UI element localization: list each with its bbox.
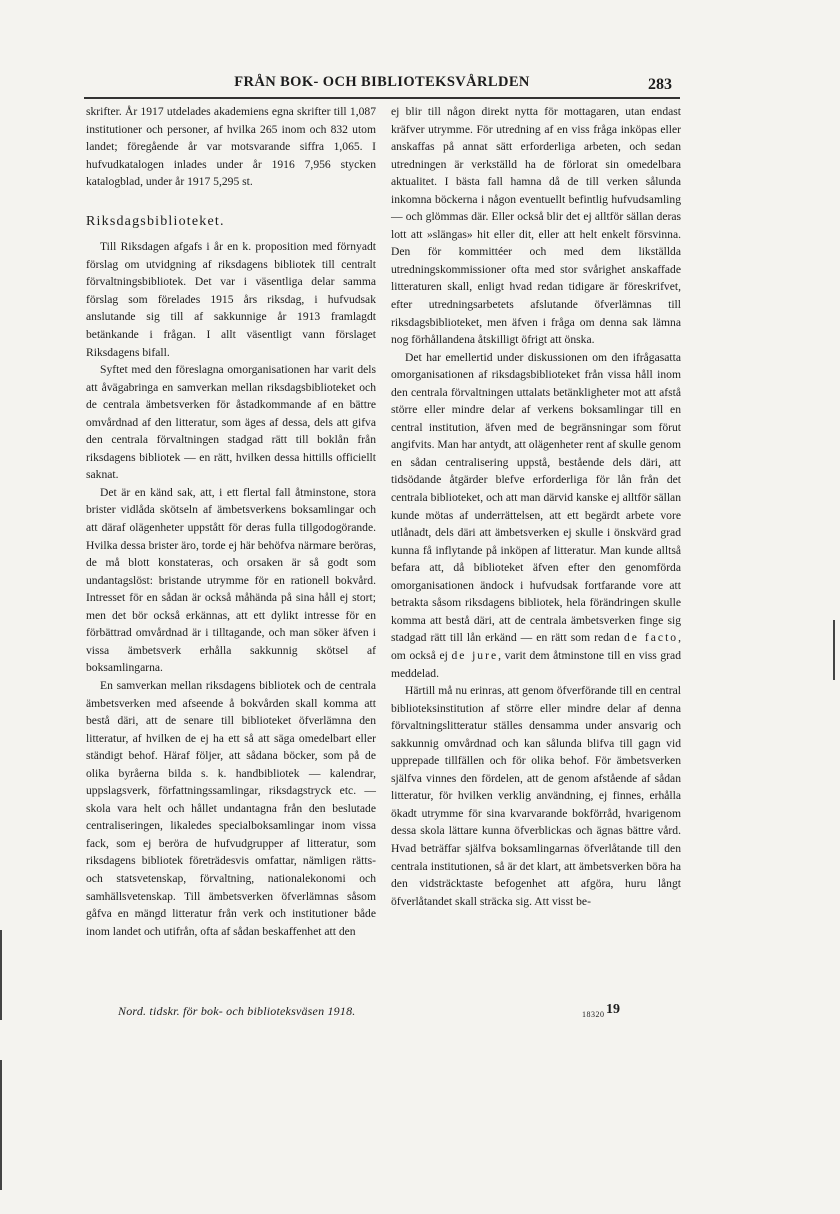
latin-term: de jure xyxy=(451,648,499,662)
signature-mark: 19 xyxy=(606,1002,620,1017)
running-head: FRÅN BOK- OCH BIBLIOTEKSVÅRLDEN xyxy=(234,74,530,90)
paragraph: Det är en känd sak, att, i ett flertal fall åtminstone, stora brister vidlåda skötseln af ämbetsverkens boksamlingar och att däraf olägenheter uppstått för deras fulla tillgodogörande. Hvilka dessa brister äro, torde ej här behöfva närmare beröras, de må blott konstateras, och orsaken är så godt som undantagslöst: bristande utrymme för en rationell bokvård. Intresset för en sådan är också måhända på sina håll ej stort; men det bör också erkännas, att ett dylikt intresse för en förbättrad omvårdnad är i tilltagande, och man söker äfven i vissa ämbetsverk erhålla sakkunnig skötsel af boksamlingarna. xyxy=(86,485,376,675)
journal-footer: Nord. tidskr. för bok- och biblioteksväsen 1918. xyxy=(118,1004,356,1018)
scan-edge-mark xyxy=(0,1060,2,1190)
paragraph: Syftet med den föreslagna omorganisationen har varit dels att åvägabringa en samverkan mellan riksdagsbiblioteket och de centrala ämbetsverken för åstadkommande af en bättre omvårdnad af den litteratur, som äges af dessa, dels att gifva den centrala förvaltningen stadgad rätt till boklån från riksdagens bibliotek — en rätt, hvilken dessa hittills officiellt saknat. xyxy=(86,363,376,482)
paragraph: Härtill må nu erinras, att genom öfverförande till en central biblioteksinstitution af större eller mindre delar af denna förvaltningslitteratur ställes densamma under ansvarig och sakkunnig omvårdnad och kan sålunda blifva till gagn vid upprepade tillfällen och för olika behof. För ämbetsverken själfva vinnes den fördelen, att de genom afstående af sådan litteratur, för hvilken verklig användning, ej finnes, erhålla ökadt utrymme för sina kvarvarande bokförråd, hvarigenom dessa skola lättare kunna öfverblickas och ägnas bättre vård. Hvad beträffar själfva boksamlingarnas öfverlåtande till den centrala institutionen, så är det klart, att ämbetsverken böra ha den vidsträcktaste befogenhet att afgöra, huru långt öfverlåtandet skall sträcka sig. Att visst be- xyxy=(391,684,681,908)
scan-edge-mark xyxy=(0,930,2,1020)
paragraph: Till Riksdagen afgafs i år en k. proposition med förnyadt förslag om utvidgning af riksdagens bibliotek till centralt förvaltningsbibliotek. Det var i väsentliga delar samma förslag som förelades 1915 års riksdag, i hufvudsak anslutande sig till af sakkunnige år 1913 framlagdt betänkande i frågan. I allt väsentligt vann förslaget Riksdagens bifall. xyxy=(86,240,376,359)
paragraph-text: Det har emellertid under diskussionen om den ifrågasatta omorganisationen af riksdagsbiblioteket från vissa håll inom den centrala förvaltningen uttalats betänkligheter mot att afstå större eller mindre delar af verkens boksamlingar till en central institution, äfven med de begränsningar som förut angifvits. Man har antydt, att olägenheter rent af skulle genom en sådan centralisering uppstå, bestående dels däri, att tidsödande åtgärder blefve erforderliga för lån från det centrala biblioteket, och att man därvid kanske ej alltför sällan kunde mötas af underrättelsen, att ett begärdt arbete vore utlånadt, dels däri att ämbetsverken ej skulle i önskvärd grad kunna få inflytande på inköpen af litteratur. Man kunde alltså befara att, då biblioteket äfven efter den genomförda omorganisationen ändock i hufvudsak fortfarande vore att betrakta såsom riksdagens bibliotek, hela förändringen skulle komma att bestå däri, att de centrala ämbetsverken finge sig stadgad rätt till lån erkänd — en rätt som redan xyxy=(391,350,681,645)
paragraph: ej blir till någon direkt nytta för mottagaren, utan endast kräfver utrymme. För utredning af en viss fråga inköpas eller anskaffas på annat sätt erforderliga arbeten, och sedan utredningen är verkställd ha de förlorat sin omedelbara aktualitet. I bästa fall hamna då de till verken sålunda inkomna böckerna i någon eventuellt befintlig hufvudsamling — och glömmas där. Eller också blir det ej alltför sällan deras lott att »slängas» hit eller dit, eller att helt enkelt försvinna. Den för kommittéer och med dem likställda utredningskommissioner ofta med stor svårighet anskaffade litteraturen skall, enligt hvad redan tidigare är föreskrifvet, efter utredningsarbetets afslutande öfverlämnas till riksdagsbiblioteket, men äfven i fråga om denna sak lämna nog förhållandena åtskilligt öfrigt att önska. xyxy=(391,105,681,347)
section-heading: Riksdagsbiblioteket. xyxy=(86,213,225,229)
paragraph: En samverkan mellan riksdagens bibliotek och de centrala ämbetsverken med afseende å bokvården skall komma att bestå däri, att de senare till biblioteket öfverlämna den litteratur, af hvilken de ej ha ett så att säga omedelbart eller ständigt behof. Häraf följer, att sådana böcker, som på de olika byråerna bilda s. k. handbibliotek — kalendrar, uppslagsverk, författningssamlingar, riksdagstryck etc. — skola vara helt och hållet undantagna från den beslutade centraliseringen, likaledes specialboksamlingar inom vissa fack, som ej beröra de hufvudgrupper af litteratur, som riksdagens bibliotek företrädesvis omfattar, nämligen rätts- och statsvetenskap, förvaltning, nationalekonomi och samhällsvetenskap. Till ämbetsverken öfverlämnas såsom gåfva en mängd litteratur från verk och institutioner både inom landet och utifrån, ofta af sådan beskaffenhet att den xyxy=(86,678,376,938)
paragraph xyxy=(391,349,681,682)
intro-paragraph: skrifter. År 1917 utdelades akademiens egna skrifter till 1,087 institutioner och personer, af hvilka 265 inom och 832 utom landet; föregående år var motsvarande siffra 1,065. I hufvudkatalogen inlades under år 1916 7,956 stycken katalogblad, under år 1917 5,295 st. xyxy=(86,105,376,189)
latin-term: de facto xyxy=(623,631,679,645)
left-column xyxy=(86,103,376,940)
right-column xyxy=(391,103,681,910)
print-code: 18320 xyxy=(582,1010,605,1019)
paragraph-text: , om också ej xyxy=(391,631,681,662)
paragraph-text: , varit dem åtminstone till en viss grad meddelad. xyxy=(391,648,681,680)
header-rule xyxy=(84,97,680,99)
page-number: 283 xyxy=(648,76,672,93)
scan-edge-mark xyxy=(833,620,835,680)
